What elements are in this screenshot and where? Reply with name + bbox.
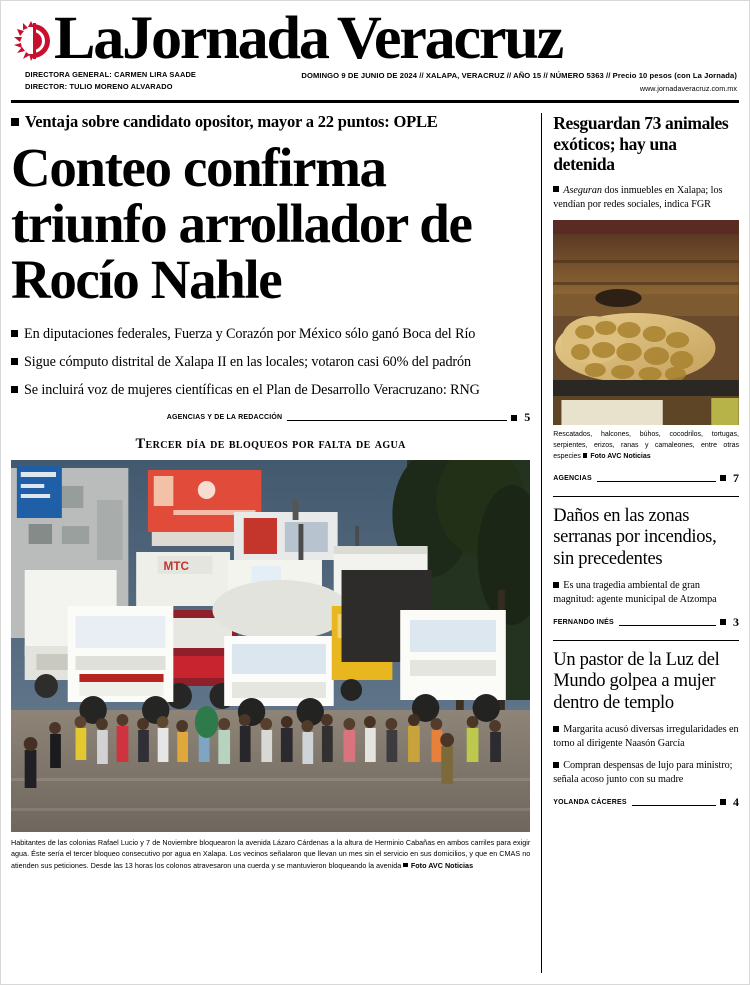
bullet-square-icon [553,726,559,732]
bullet-square-icon [553,186,559,192]
lead-byline: AGENCIAS Y DE LA REDACCIÓN [166,414,283,422]
wordmark [54,5,562,72]
director-general: DIRECTORA GENERAL: CARMEN LIRA SAADE [25,70,197,80]
lead-bullet-2-text: Sigue cómputo distrital de Xalapa II en las locales; votaron casi 60% del padrón [24,354,472,371]
sidebar-bullet-italic-lead: Aseguran [563,184,602,196]
sidebar-page-1: 7 [733,470,739,485]
byline-rule [632,799,716,806]
sidebar-page-2: 3 [733,614,739,629]
bullet-square-icon [553,582,559,588]
sidebar-headline-2[interactable]: Daños en las zonas serranas por incendios, sin precedentes [553,505,717,569]
lead-kicker [11,113,530,131]
byline-rule [287,414,507,421]
lead-headline[interactable]: Conteo confirma triunfo arrollador de Rocío Nahle [11,137,472,311]
lead-byline-row [11,410,530,425]
sidebar-column [541,113,739,973]
wordmark-veracruz: Veracruz [336,5,562,72]
bullet-square-icon [403,863,408,868]
svg-text:MTC: MTC [163,558,189,574]
byline-rule [619,619,716,626]
sidebar-page-3: 4 [733,794,739,809]
sidebar-headline-1[interactable]: Resguardan 73 animales exóticos; hay una detenida [553,113,729,175]
sun-gear-logo-icon [11,17,53,65]
sidebar-bullet-3-2-text: Compran despensas de lujo para ministro; señala acoso junto con su madre [553,760,733,786]
masthead-meta [11,69,739,93]
sidebar-caption-1-text: Rescatados, halcones, búhos, cocodrilos, tortugas, serpientes, erizos, ranas y camaleones, entre otras especies [553,431,739,461]
photo-caption-text: Habitantes de las colonias Rafael Lucio y 7 de Noviembre bloquearon la avenida Lázaro Cárdenas a la altura de Herminio Cabañas en ambos carriles para exigir agua. Éste sería el tercer bloqueo consecutivo por agua en Xalapa. Los vecinos señalaron que llevan un mes sin el servicio en sus domicilios, y que en CMAS no atienden sus peticiones. Desde las 13 horas los colonos atravesaron una cuerda y se mantuvieron bloqueando la avenida [11,838,531,870]
sidebar-byline-2: FERNANDO INÉS [553,618,614,626]
wordmark-jornada: Jornada [122,5,328,72]
photo-feature-kicker: Tercer día de bloqueos por falta de agua [135,436,406,453]
sidebar-byline-1: AGENCIAS [553,474,592,482]
sidebar-caption-1 [553,430,739,463]
masthead-title-row [11,5,739,72]
masthead [11,1,739,101]
sidebar-bullet-3-1 [553,723,739,750]
sidebar-byline-row-1 [553,471,739,486]
sidebar-bullet-1-1 [553,184,739,211]
byline-square-icon [720,799,726,805]
byline-square-icon [720,619,726,625]
sidebar-bullet-2-1 [553,579,739,606]
sidebar-divider-2 [553,640,739,641]
bullet-square-icon [11,358,18,365]
sidebar-story-animales [553,113,739,486]
wordmark-la: La [54,5,123,72]
content-grid [11,113,739,973]
issue-line: DOMINGO 9 DE JUNIO DE 2024 // XALAPA, VERACRUZ // AÑO 15 // NÚMERO 5363 // Precio 10 pesos (con La Jornada) [301,71,737,81]
sidebar-story-pastor [553,650,739,810]
photo-feature-image[interactable] [11,460,530,832]
lead-bullet-1 [11,326,530,344]
director: DIRECTOR: TULIO MORENO ALVARADO [25,82,173,92]
issue-info [301,69,739,93]
lead-bullet-list [11,326,530,400]
sidebar-bullet-3-2 [553,759,739,786]
bullet-square-icon [11,330,18,337]
sidebar-image-snake[interactable] [553,220,739,425]
sidebar-headline-3[interactable]: Un pastor de la Luz del Mundo golpea a mujer dentro de templo [553,649,720,713]
sidebar-story-incendios [553,506,739,630]
bullet-square-icon [583,453,588,458]
sidebar-byline-row-2 [553,615,739,630]
lead-bullet-3-text: Se incluirá voz de mujeres científicas en el Plan de Desarrollo Veracruzano: RNG [24,382,480,399]
sidebar-credit-1-text: Foto AVC Noticias [590,453,651,461]
sidebar-byline-3: YOLANDA CÁCERES [553,798,627,806]
sidebar-bullet-2-1-text: Es una tragedia ambiental de gran magnitud: agente municipal de Atzompa [553,580,717,606]
sidebar-divider-1 [553,496,739,497]
photo-feature-caption [11,837,530,871]
lead-bullet-3 [11,382,530,400]
sidebar-credit-1 [583,453,651,460]
bullet-square-icon [11,386,18,393]
photo-credit [403,861,473,870]
director-credits [11,69,196,93]
photo-credit-text: Foto AVC Noticias [410,860,474,870]
byline-square-icon [511,415,517,421]
main-column [11,113,541,973]
lead-bullet-1-text: En diputaciones federales, Fuerza y Corazón por México sólo ganó Boca del Río [24,326,476,343]
sidebar-byline-row-3 [553,795,739,810]
lead-page-number: 5 [524,410,531,425]
bullet-square-icon [11,118,19,126]
masthead-divider [11,100,739,103]
sidebar-bullet-1-1-text: dos inmuebles en Xalapa; los vendían por redes sociales, indica FGR [553,184,723,210]
bullet-square-icon [553,762,559,768]
byline-rule [597,475,716,482]
lead-bullet-2 [11,354,530,372]
lead-kicker-text: Ventaja sobre candidato opositor, mayor a 22 puntos: OPLE [25,112,438,131]
byline-square-icon [720,475,726,481]
website-url[interactable]: www.jornadaveracruz.com.mx [639,84,737,94]
sidebar-bullet-3-1-text: Margarita acusó diversas irregularidades en torno al dirigente Naasón García [553,724,739,749]
